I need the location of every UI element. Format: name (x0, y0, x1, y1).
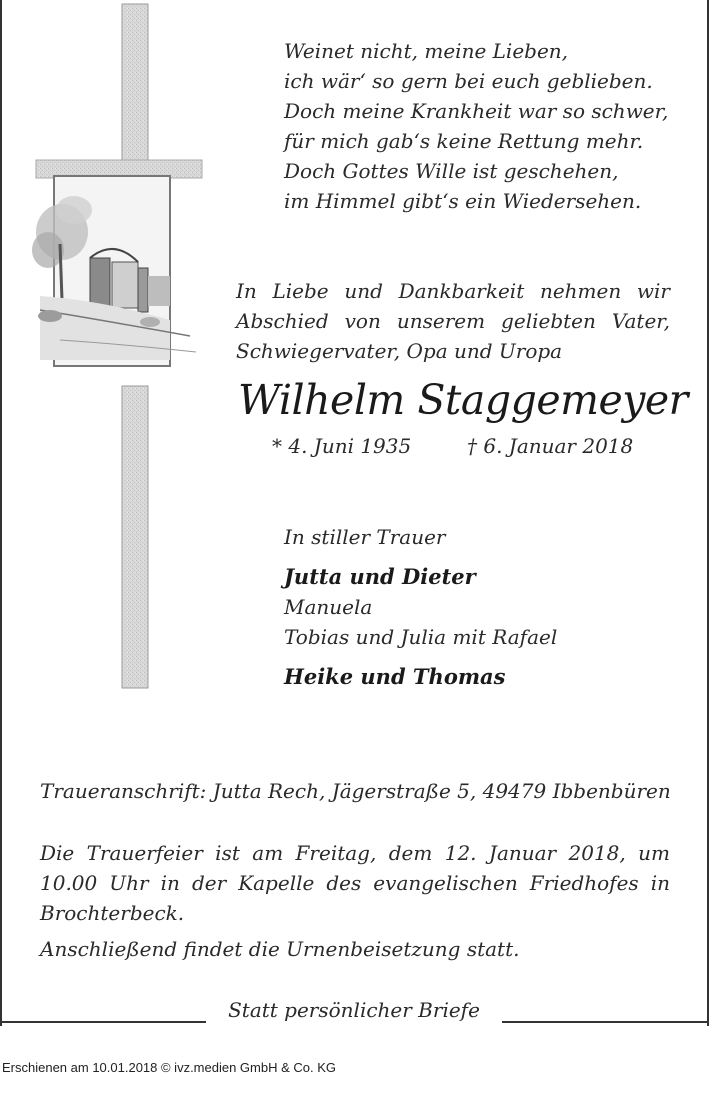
frame-bottom-line-right (502, 1021, 709, 1023)
publication-footer: Erschienen am 10.01.2018 © ivz.medien GmbH & Co. KG (2, 1060, 337, 1075)
poem-line: ich wär‘ so gern bei euch geblieben. (284, 69, 653, 93)
frame-bottom-line-left (0, 1021, 206, 1023)
no-letters-note: Statt persönlicher Briefe (228, 998, 480, 1022)
mourner-line: Tobias und Julia mit Rafael (284, 625, 558, 649)
poem-line: im Himmel gibt‘s ein Wiedersehen. (284, 189, 642, 213)
mourning-address: Traueranschrift: Jutta Rech, Jägerstraße 5, 49479 Ibbenbüren (40, 779, 671, 803)
mourner-line: Manuela (284, 595, 373, 619)
cross-beam-bottom (122, 386, 148, 688)
intro-line: In Liebe und Dankbarkeit nehmen wir (236, 279, 670, 303)
deceased-name: Wilhelm Staggemeyer (238, 376, 688, 424)
poem (284, 36, 704, 216)
ceremony-line: Die Trauerfeier ist am Freitag, dem 12. Januar 2018, um (40, 841, 670, 865)
mourners-block (284, 522, 684, 692)
burial-info: Anschließend findet die Urnenbeisetzung statt. (40, 937, 520, 961)
mourner-family: Heike und Thomas (284, 664, 506, 689)
cross-beam-top (122, 4, 148, 172)
birth-date: * 4. Juni 1935 (272, 434, 412, 458)
cross-garden-illustration (0, 0, 240, 700)
ceremony-line: 10.00 Uhr in der Kapelle des evangelischen Friedhofes in (40, 871, 670, 895)
intro-line: Abschied von unserem geliebten Vater, (236, 309, 670, 333)
poem-line: Doch Gottes Wille ist geschehen, (284, 159, 619, 183)
farewell-intro (236, 276, 670, 366)
poem-line: für mich gab‘s keine Rettung mehr. (284, 129, 644, 153)
mourner-family: Jutta und Dieter (284, 564, 476, 589)
ceremony-info (40, 838, 670, 928)
death-date: † 6. Januar 2018 (467, 434, 634, 458)
intro-line: Schwiegervater, Opa und Uropa (236, 339, 563, 363)
poem-line: Weinet nicht, meine Lieben, (284, 39, 569, 63)
ceremony-line: Brochterbeck. (40, 901, 185, 925)
poem-line: Doch meine Krankheit war so schwer, (284, 99, 669, 123)
mourners-heading: In stiller Trauer (284, 525, 446, 549)
